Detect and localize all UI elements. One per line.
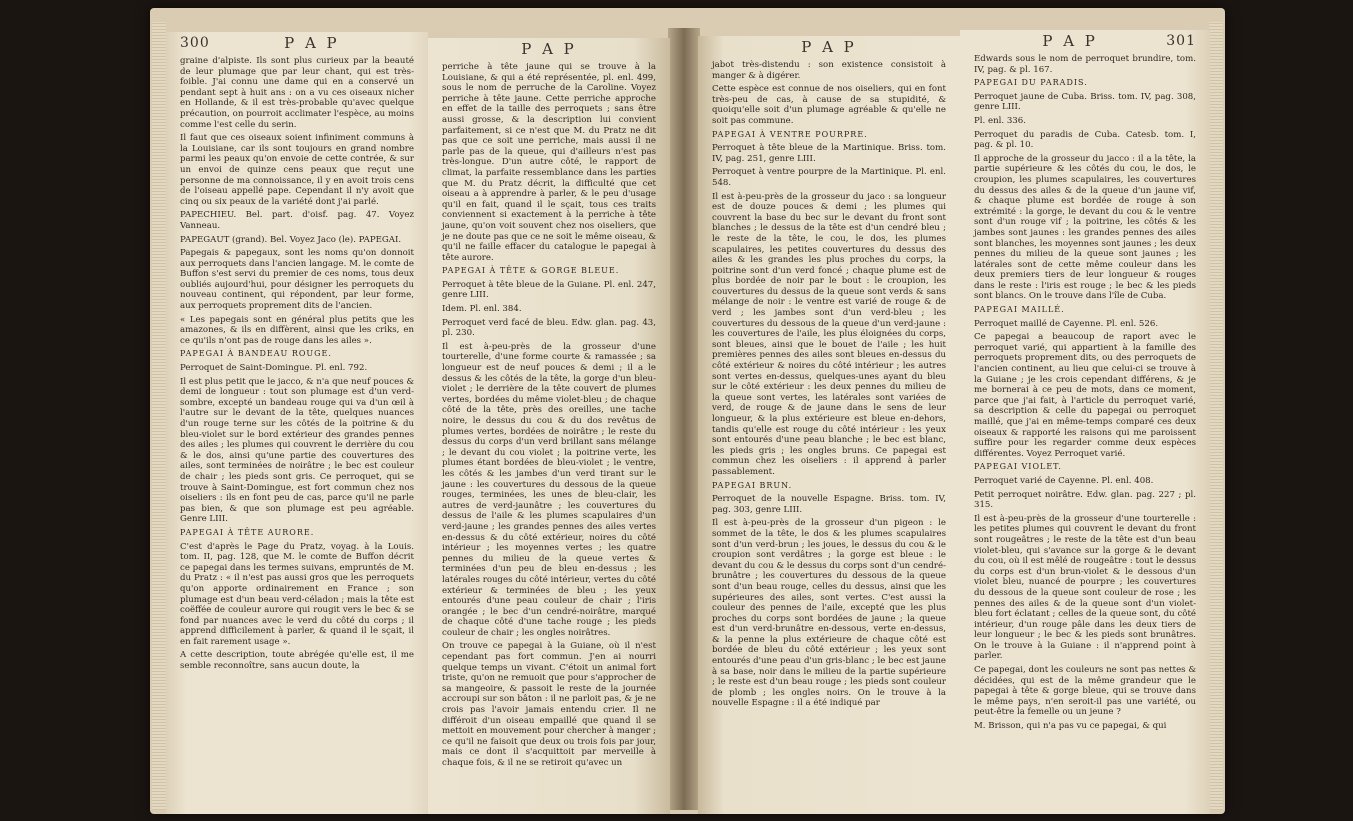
- paragraph: PAPEGAI À TÊTE AURORE.: [180, 527, 315, 537]
- paragraph: Cette espèce est connue de nos oiseliers, qui en font très-peu de cas, à cause de sa stupidité, & quoiqu'elle soit d'un plumage agréable & qu'elle ne soit pas commune.: [712, 84, 946, 126]
- open-book: [150, 8, 1225, 814]
- paragraph: C'est d'après le Page du Pratz, voyag. à la Louis. tom. II, pag. 128, que M. le comte de Buffon décrit ce papegai dans les termes suivans, empruntés de M. du Pratz : « il n'est pas aussi gros que les perroquets qu'on apporte ordinairement en France ; son plumage est d'un beau verd-céladon ; mais la tête est coëffée de couleur aurore qui rougit vers le bec & se fond par nuances avec le verd du côté du corps ; il apprend difficilement à parler, & quand il le sçait, il en fait rarement usage ».: [180, 541, 414, 647]
- paragraph: M. Brisson, qui n'a pas vu ce papegai, & qui: [974, 721, 1167, 732]
- paragraph: Perroquet de la nouvelle Espagne. Briss. tom. IV, pag. 303, genre LIII.: [712, 494, 946, 515]
- paragraph: PAPEGAI À BANDEAU ROUGE.: [180, 349, 332, 359]
- paragraph: Idem. Pl. enl. 384.: [442, 304, 522, 315]
- running-head: [166, 32, 428, 54]
- header-word: P A P: [1042, 32, 1098, 50]
- paragraph: Perroquet jaune de Cuba. Briss. tom. IV, pag. 308, genre LIII.: [974, 91, 1196, 113]
- paragraph: graine d'alpiste. Ils sont plus curieux par la beauté de leur plumage que par leur chant, qui est très-foible. J'ai connu une dame qui en a conservé un pendant sept à huit ans : on a vu ces oiseaux nicher en Hollande, & il est très-probable qu'avec quelque précaution, on pourroit acclimater l'espèce, au moins comme l'est celle du serin.: [180, 56, 414, 130]
- paragraph: PAPECHIEU. Bel. part. d'oisf. pag. 47. Voyez Vanneau.: [180, 210, 414, 231]
- paragraph: Il est à-peu-près de la grosseur du jaco : sa longueur est de douze pouces & demi ; les plumes qui couvrent la base du bec sur le devant du front sont blanches ; le dessus de la tête est d'un cendré bleu ; le reste de la tête, le cou, le dos, les plumes scapulaires, les petites couvertures du dessus des ailes & les grandes les plus proches du corps, la poitrine sont d'un verd foncé ; chaque plume est de plus bordée de noir par le bout : le croupion, les couvertures du dessus de la queue sont verds & sans mélange de noir : le ventre est varié de rouge & de verd ; les jambes sont d'un verd-bleu ; les couvertures du dessous de la queue d'un verd-jaune : les couvertures de l'aile, les plus éloignées du corps, sont bleues, ainsi que le bouet de l'aile ; les huit premières pennes des ailes sont bleues en-dessus du côté extérieur & noires du côté intérieur ; les autres sont vertes en-dessus, quelques-unes ayant du bleu sur le côté extérieur : les deux pennes du milieu de la queue sont vertes, les latérales sont variées de verd, de rouge & de jaune dans le sens de leur longueur, & la plus extérieure est bleue en-dehors, tandis qu'elle est rouge du côté intérieur : les yeux sont entourés d'une peau blanche ; le bec est blanc, les pieds gris ; les ongles bruns. Ce papegai est commun chez les oiseliers : il apprend à parler passablement.: [712, 191, 946, 477]
- paragraph: On trouve ce papegai à la Guiane, où il n'est cependant pas fort commun. J'en ai nourri quelque temps un vivant. C'étoit un animal fort triste, qu'on ne remuoit que pour s'approcher de sa mangeoire, & passoit le reste de la journée accroupi sur son bâton : il ne parloit pas, & je ne crois pas l'avoir jamais entendu crier. Il ne différoit d'un oiseau empaillé que quand il se mettoit en mouvement pour chercher à manger ; ce qu'il ne faisoit que deux ou trois fois par jour, mais ce dont il s'acquittoit par merveille à chaque fois, & il ne se retiroit qu'avec un: [442, 641, 656, 768]
- page-number: 300: [180, 35, 210, 51]
- paragraph: PAPEGAI BRUN.: [712, 480, 793, 490]
- paragraph: Pl. enl. 336.: [974, 115, 1026, 126]
- paragraph: Il est à-peu-près de la grosseur d'un pigeon : le sommet de la tête, le dos & les plumes scapulaires sont d'un verd-brun ; les joues, le dessus du cou & le croupion sont verdâtres ; la gorge est bleue : le devant du cou & le dessus du corps sont d'un cendré-brunâtre ; les couvertures du dessous de la queue sont d'un beau rouge, celles du dessus, ainsi que les supérieures des ailes, sont vertes. C'est aussi la couleur des pennes de l'aile, excepté que les plus proches du corps sont bordées de jaune ; la queue est d'un verd-brunâtre en-dessous, verte en-dessus, & la penne la plus extérieure de chaque côté est bordée de bleu du côté extérieur ; les yeux sont entourés d'une peau d'un gris-blanc ; le bec est jaune à sa base, noir dans le milieu de la partie supérieure ; le reste est d'un beau rouge ; les pieds sont couleur de plomb ; les ongles noirs. On le trouve à la nouvelle Espagne : il a été indiqué par: [712, 518, 946, 709]
- paragraph: perriche à tête jaune qui se trouve à la Louisiane, & qui a été représentée, pl. enl. 499, sous le nom de perruche de la Caroline. Voyez perriche à tête jaune. Cette perriche approche en effet de la taille des perroquets ; sans être aussi grosse, & la description lui convient parfaitement, si ce n'est que M. du Pratz ne dit pas que ce soit une perriche, mais aussi il ne parle pas de la queue, qui d'ailleurs n'est pas très-longue. D'un autre côté, le rapport de climat, la parfaite ressemblance dans les parties que M. du Pratz décrit, la difficulté que cet oiseau a à apprendre à parler, & le peu d'usage qu'il en fait, quand il le sçait, tous ces traits conviennent si exactement à la perriche à tête jaune, qu'on voit souvent chez nos oiseliers, que je ne doute pas que ce ne soit le même oiseau, & qu'il ne faille effacer du catalogue le papegai à tête aurore.: [442, 62, 656, 263]
- paragraph: Il approche de la grosseur du jacco : il a la tête, la partie supérieure & les côtés du cou, le dos, le croupion, les plumes scapulaires, les couvertures du dessus des ailes & de la queue d'un jaune vif, & chaque plume est bordée de rouge à son extrémité : la gorge, le devant du cou & le ventre sont d'un rouge vif ; la poitrine, les côtés & les jambes sont jaunes : les grandes pennes des ailes sont blanches, les moyennes sont jaunes ; les deux pennes du milieu de la queue sont jaunes ; les latérales sont de cette même couleur dans les deux premiers tiers de leur longueur & rouges dans le reste : l'iris est rouge ; le bec & les pieds sont blancs. On le trouve dans l'île de Cuba.: [974, 153, 1196, 302]
- page-300-column-2: [428, 38, 670, 814]
- paragraph: A cette description, toute abrégée qu'elle est, il me semble reconnoître, sans aucun doute, la: [180, 650, 414, 672]
- paragraph: Perroquet varié de Cayenne. Pl. enl. 408.: [974, 475, 1154, 486]
- header-word: P A P: [284, 34, 340, 52]
- paragraph: « Les papegais sont en général plus petits que les amazones, & ils en diffèrent, ainsi que les criks, en ce qu'ils n'ont pas de rouge dans les ailes ».: [180, 314, 414, 346]
- paragraph: jabot très-distendu : son existence consistoit à manger & à digérer.: [712, 60, 946, 81]
- paragraph: Petit perroquet noirâtre. Edw. glan. pag. 227 ; pl. 315.: [974, 489, 1196, 511]
- paragraph: PAPEGAI DU PARADIS.: [974, 78, 1088, 88]
- paragraph: Perroquet à tête bleue de la Guiane. Pl. enl. 247, genre LIII.: [442, 279, 656, 301]
- paragraph: Perroquet maillé de Cayenne. Pl. enl. 526.: [974, 318, 1159, 329]
- paragraph: Perroquet de Saint-Domingue. Pl. enl. 792.: [180, 363, 368, 374]
- paragraph: PAPEGAI À TÊTE & GORGE BLEUE.: [442, 266, 620, 276]
- paragraph: PAPEGAI MAILLÉ.: [974, 305, 1065, 315]
- paragraph: Il est à-peu-près de la grosseur d'une tourterelle : les petites plumes qui couvrent le devant du front sont rougeâtres ; le reste de la tête est d'un beau violet-bleu, qui s'avance sur la gorge & le devant du cou, où il est mêlé de rougeâtre : tout le dessus du corps est d'un brun-violet & le dessous d'un violet bleu, nuancé de pourpre ; les couvertures du dessous de la queue sont couleur de rose ; les pennes des ailes & de la queue sont d'un violet-bleu fort éclatant ; celles de la queue sont, du côté intérieur, d'un rouge pâle dans les deux tiers de leur longueur ; le bec & les pieds sont brunâtres. On le trouve à la Guiane : il n'apprend point à parler.: [974, 513, 1196, 662]
- paragraph: Perroquet à tête bleue de la Martinique. Briss. tom. IV, pag. 251, genre LIII.: [712, 143, 946, 164]
- page-300: [166, 32, 428, 814]
- paragraph: Il faut que ces oiseaux soient infiniment communs à la Louisiane, car ils sont toujours en grand nombre parmi les peaux qu'on envoie de cette contrée, & sur un envoi de quinze cens peaux que reçut une personne de ma connoissance, il y en avoit trois cens de l'oiseau appellé pape. Cependant il n'y avoit que cinq ou six peaux de la variété dont j'ai parlé.: [180, 133, 414, 207]
- page-number: 301: [1166, 33, 1196, 49]
- paragraph: Il est à-peu-près de la grosseur d'une tourterelle, d'une forme courte & ramassée ; sa longueur est de neuf pouces & demi ; il a le dessus & les côtés de la tête, la gorge d'un bleu-violet ; le derrière de la tête couvert de plumes vertes, bordées du même violet-bleu ; de chaque côté de la tête, près des oreilles, une tache noire, le dessus du cou & du dos revêtus de plumes vertes, bordées de noirâtre ; le reste du dessus du corps d'un verd brillant sans mélange ; le devant du cou violet ; la poitrine verte, les plumes étant bordées de bleu-violet ; le ventre, les côtés & les jambes d'un verd tirant sur le jaune : les couvertures du dessous de la queue rouges, terminées, les unes de bleu-clair, les autres de verd-jaunâtre ; les couvertures du dessus de l'aile & les plumes scapulaires d'un verd-jaune ; les grandes pennes des ailes vertes en-dessus & du côté extérieur, noires du côté intérieur ; les moyennes vertes ; les quatre pennes du milieu de la queue vertes & terminées d'un peu de bleu en-dessus ; les latérales rouges du côté intérieur, vertes du côté extérieur & terminées de bleu ; les yeux entourés d'une peau couleur de chair ; l'iris orangée ; le bec d'un cendré-noirâtre, marqué de chaque côté d'une tache rouge ; les pieds couleur de chair ; les ongles noirâtres.: [442, 341, 656, 638]
- page-text: [698, 58, 960, 709]
- running-head: [428, 38, 670, 60]
- paragraph: Papegais & papegaux, sont les noms qu'on donnoit aux perroquets dans l'ancien langage. M. le comte de Buffon s'est servi du premier de ces noms, tous deux oubliés aujourd'hui, pour désigner les perroquets du nouveau continent, qui répondent, par leur forme, aux perroquets proprement dits de l'ancien.: [180, 248, 414, 312]
- page-text: [428, 60, 670, 769]
- paragraph: Perroquet du paradis de Cuba. Catesb. tom. I, pag. & pl. 10.: [974, 129, 1196, 151]
- page-text: [166, 54, 428, 672]
- paragraph: Perroquet verd facé de bleu. Edw. glan. pag. 43, pl. 230.: [442, 317, 656, 339]
- page-301: [960, 30, 1210, 814]
- paragraph: PAPEGAI VIOLET.: [974, 462, 1062, 472]
- paragraph: Il est plus petit que le jacco, & n'a que neuf pouces & demi de longueur : tout son plumage est d'un verd-sombre, excepté un bandeau rouge qui va d'un œil à l'autre sur le devant de la tête, quelques nuances d'un rouge terne sur les côtés de la poitrine & du bleu-violet sur le bord extérieur des grandes pennes des ailes ; les plumes qui couvrent le derrière du cou & le dos, ainsi qu'une partie des couvertures des ailes, sont terminées de noirâtre ; le bec est couleur de chair ; les pieds sont gris. Ce perroquet, qui se trouve à Saint-Domingue, est fort commun chez nos oiseliers : ils en font peu de cas, parce qu'il ne parle pas bien, & que son plumage est peu agréable. Genre LIII.: [180, 376, 414, 525]
- paragraph: Ce papegai a beaucoup de raport avec le perroquet varié, qui appartient à la famille des perroquets proprement dits, ou des perroquets de l'ancien continent, au lieu que celui-ci se trouve à la Guiane ; je les crois cependant différens, & je me bornerai à ce peu de mots, dans ce moment, parce que j'ai fait, à l'article du perroquet varié, sa description & celle du papegai ou perroquet maillé, que j'ai en même-temps comparé ces deux oiseaux & rapporté les raisons qui me paroissent suffire pour les regarder comme deux espèces différentes. Voyez Perroquet varié.: [974, 332, 1196, 459]
- running-head: [698, 36, 960, 58]
- page-text: [960, 52, 1210, 732]
- page-301-column-1: [698, 36, 960, 814]
- header-word: P A P: [801, 38, 857, 56]
- paragraph: PAPEGAI À VENTRE POURPRE.: [712, 129, 868, 139]
- paragraph: Perroquet à ventre pourpre de la Martinique. Pl. enl. 548.: [712, 167, 946, 188]
- header-word: P A P: [521, 40, 577, 58]
- page-edges-left: [152, 22, 166, 810]
- running-head: [960, 30, 1210, 52]
- page-edges-right: [1209, 22, 1223, 810]
- paragraph: PAPEGAUT (grand). Bel. Voyez Jaco (le). PAPEGAI.: [180, 234, 402, 245]
- book-gutter: [668, 28, 700, 810]
- paragraph: Ce papegai, dont les couleurs ne sont pas nettes & décidées, qui est de la même grandeur que le papegai à tête & gorge bleue, qui se trouve dans le même pays, n'en seroit-il pas une variété, ou peut-être la femelle ou un jeune ?: [974, 665, 1196, 718]
- paragraph: Edwards sous le nom de perroquet brundire, tom. IV, pag. & pl. 167.: [974, 54, 1196, 75]
